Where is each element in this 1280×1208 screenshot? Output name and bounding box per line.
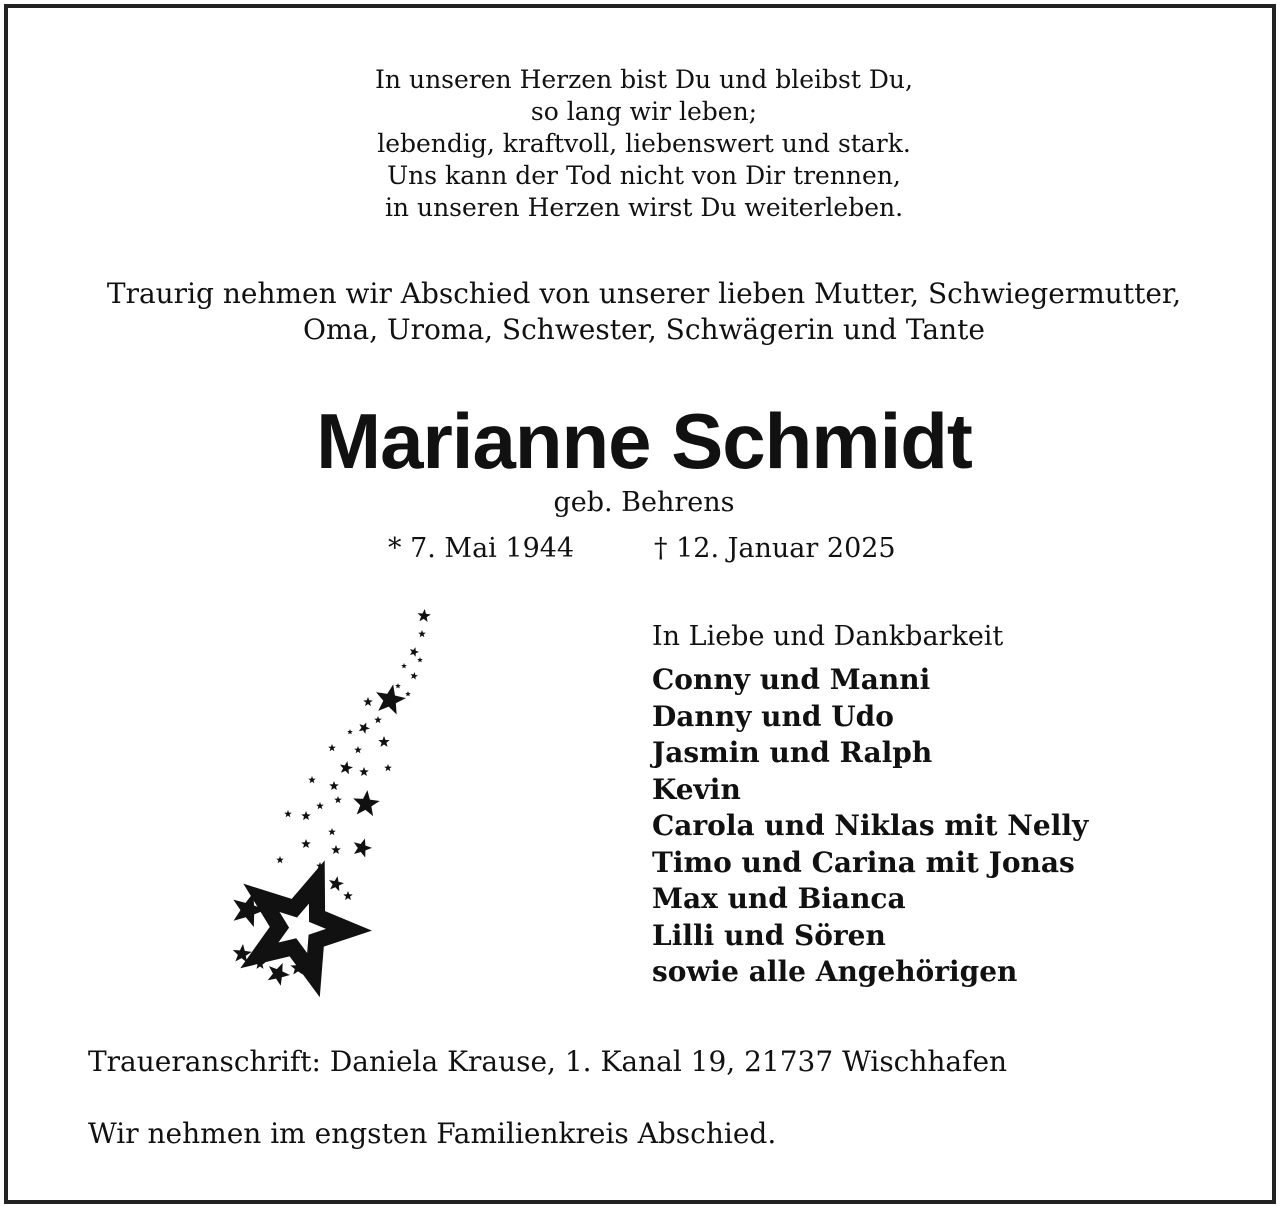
star-icon (301, 839, 311, 848)
deceased-name: Marianne Schmidt (316, 397, 972, 485)
family-member: Lilli und Sören (652, 918, 886, 952)
star-icon (308, 776, 316, 783)
poem-line: so lang wir leben; (530, 97, 758, 126)
star-icon (284, 810, 292, 817)
star-icon (316, 802, 324, 809)
star-icon (359, 722, 370, 733)
star-icon (353, 790, 380, 816)
star-icon (376, 684, 406, 714)
shooting-star-icon (208, 604, 448, 1004)
star-icon (411, 672, 418, 680)
star-icon (384, 764, 392, 771)
family-member: Jasmin und Ralph (652, 736, 933, 769)
poem-line: in unseren Herzen wirst Du weiterleben. (384, 193, 904, 222)
star-icon (410, 647, 419, 657)
star-icon (401, 663, 407, 668)
star-icon (418, 630, 426, 637)
star-icon (363, 697, 373, 706)
star-icon (276, 856, 284, 863)
star-icon (343, 891, 353, 900)
poem-line: lebendig, kraftvoll, liebenswert und stark. (377, 129, 911, 158)
star-icon (301, 811, 311, 820)
family-member: Carola und Niklas mit Nelly (652, 809, 1089, 842)
family-member: Max und Bianca (652, 882, 906, 915)
family-member: Danny und Udo (652, 699, 894, 733)
star-icon (374, 716, 382, 723)
star-icon (359, 767, 369, 776)
poem-line: Uns kann der Tod nicht von Dir trennen, (387, 161, 901, 190)
intro-text (8, 276, 1280, 348)
closing-note: Wir nehmen im engsten Familienkreis Abschied. (88, 1117, 777, 1150)
star-icon (354, 838, 372, 857)
family-member: Kevin (652, 772, 741, 806)
star-icon (329, 781, 339, 790)
poem (8, 64, 1280, 224)
thanks-line: In Liebe und Dankbarkeit (652, 621, 1004, 652)
family-member: sowie alle Angehörigen (652, 955, 1018, 988)
star-icon (328, 828, 336, 835)
poem-line: In unseren Herzen bist Du und bleibst Du, (375, 65, 913, 94)
star-icon (405, 691, 411, 696)
star-icon (378, 736, 389, 747)
birth-date: * 7. Mai 1944 (388, 533, 575, 564)
star-icon (334, 796, 342, 803)
family-list (652, 618, 1252, 991)
family-member: Timo und Carina mit Jonas (652, 845, 1075, 879)
star-icon (395, 683, 401, 688)
star-icon (329, 876, 344, 891)
maiden-name: geb. Behrens (553, 487, 735, 518)
star-icon (268, 963, 290, 986)
death-date: † 12. Januar 2025 (654, 533, 896, 564)
star-icon (347, 729, 353, 734)
intro-line: Traurig nehmen wir Abschied von unserer lieben Mutter, Schwiegermutter, (106, 277, 1182, 310)
star-icon (331, 845, 341, 854)
star-icon (354, 746, 362, 753)
star-icon (328, 744, 336, 751)
family-member: Conny und Manni (652, 663, 931, 696)
intro-line: Oma, Uroma, Schwester, Schwägerin und Tante (303, 313, 985, 346)
star-icon (418, 609, 431, 622)
obituary-notice (4, 4, 1276, 1204)
star-icon (417, 657, 423, 662)
star-icon (340, 761, 353, 774)
life-dates (8, 532, 1280, 568)
mourning-address: Traueranschrift: Daniela Krause, 1. Kanal 19, 21737 Wischhafen (88, 1045, 1008, 1078)
